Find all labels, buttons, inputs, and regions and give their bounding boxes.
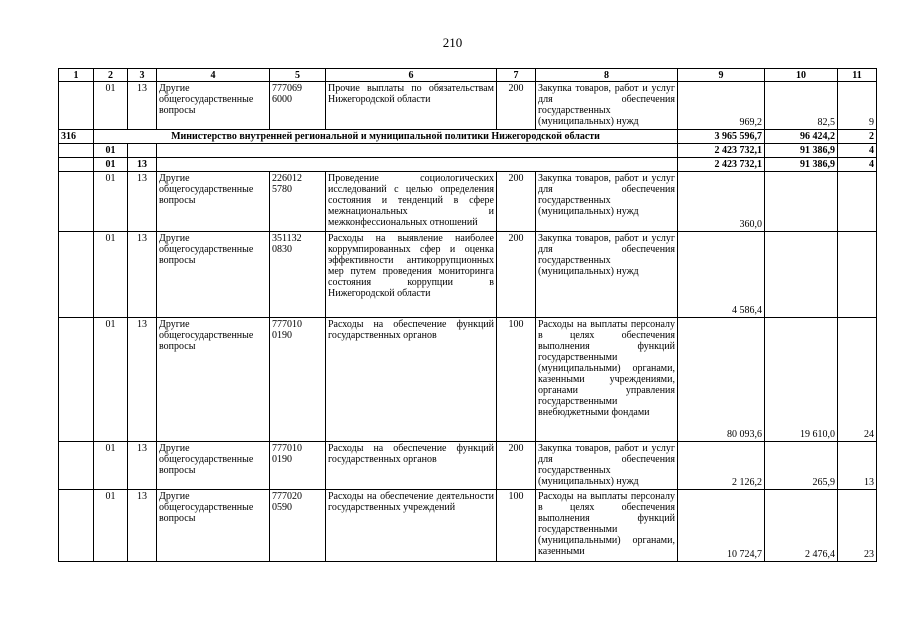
cell-amount: 969,2 — [678, 82, 765, 130]
cell-c1 — [59, 232, 94, 318]
cell-count: 9 — [838, 82, 877, 130]
cell-expense-type: 100 — [497, 318, 536, 442]
budget-table — [58, 68, 877, 562]
cell-count: 4 — [838, 158, 877, 172]
cell-expense-name: Расходы на выплаты персоналу в целях обеспечения выполнения функций государственными (муниципальными) органами, казенными — [536, 490, 678, 562]
cell-subsection: 13 — [128, 490, 157, 562]
cell-amount-2: 96 424,2 — [765, 130, 838, 144]
cell-subsection: 13 — [128, 232, 157, 318]
header-cell: 6 — [326, 69, 497, 82]
table-row — [59, 144, 877, 158]
cell-description: Расходы на выявление наиболее коррумпированных сфер и оценка эффективности антикоррупционных мер путем проведения мониторинга состояния коррупции в Нижегородской области — [326, 232, 497, 318]
cell-amount: 360,0 — [678, 172, 765, 232]
cell-amount: 10 724,7 — [678, 490, 765, 562]
header-cell: 11 — [838, 69, 877, 82]
cell-section: 01 — [94, 144, 128, 158]
cell-count — [838, 172, 877, 232]
cell-amount-2 — [765, 232, 838, 318]
cell-c1 — [59, 82, 94, 130]
cell-section: 01 — [94, 172, 128, 232]
cell-target-code: 777010 0190 — [270, 318, 326, 442]
cell-section: 01 — [94, 158, 128, 172]
cell-expense-type: 200 — [497, 82, 536, 130]
cell-section: 01 — [94, 232, 128, 318]
cell-count: 2 — [838, 130, 877, 144]
cell-expense-name: Закупка товаров, работ и услуг для обеспечения государственных (муниципальных) нужд — [536, 82, 678, 130]
table-row — [59, 82, 877, 130]
cell-expense-type: 200 — [497, 232, 536, 318]
cell-expense-type: 200 — [497, 172, 536, 232]
cell-c1: 316 — [59, 130, 94, 144]
cell-count — [838, 232, 877, 318]
cell-section: 01 — [94, 82, 128, 130]
cell-c1 — [59, 172, 94, 232]
table-row — [59, 158, 877, 172]
header-cell: 8 — [536, 69, 678, 82]
table-row — [59, 232, 877, 318]
cell-amount-2: 91 386,9 — [765, 158, 838, 172]
cell-description: Прочие выплаты по обязательствам Нижегородской области — [326, 82, 497, 130]
cell-subsection: 13 — [128, 82, 157, 130]
cell-amount-2: 82,5 — [765, 82, 838, 130]
cell-target-code: 777010 0190 — [270, 442, 326, 490]
cell-amount-2 — [765, 172, 838, 232]
cell-description: Расходы на обеспечение функций государственных органов — [326, 442, 497, 490]
header-cell: 10 — [765, 69, 838, 82]
cell-c1 — [59, 144, 94, 158]
table-row — [59, 318, 877, 442]
cell-target-code: 351132 0830 — [270, 232, 326, 318]
cell-subsection: 13 — [128, 318, 157, 442]
header-cell: 3 — [128, 69, 157, 82]
cell-description: Проведение социологических исследований с целью определения состояния и тенденций в сфере межнациональных и межконфессиональных отношений — [326, 172, 497, 232]
header-cell: 2 — [94, 69, 128, 82]
cell-subsection: 13 — [128, 158, 157, 172]
cell-amount: 2 423 732,1 — [678, 158, 765, 172]
cell-section-name: Другие общегосударственные вопросы — [157, 490, 270, 562]
cell-section: 01 — [94, 318, 128, 442]
header-cell: 5 — [270, 69, 326, 82]
cell-expense-name: Закупка товаров, работ и услуг для обеспечения государственных (муниципальных) нужд — [536, 172, 678, 232]
cell-count: 13 — [838, 442, 877, 490]
cell-description: Расходы на обеспечение деятельности государственных учреждений — [326, 490, 497, 562]
cell-section-name: Другие общегосударственные вопросы — [157, 442, 270, 490]
cell-expense-name: Закупка товаров, работ и услуг для обеспечения государственных (муниципальных) нужд — [536, 442, 678, 490]
cell-amount: 2 126,2 — [678, 442, 765, 490]
header-cell: 7 — [497, 69, 536, 82]
cell-c1 — [59, 490, 94, 562]
cell-amount-2: 19 610,0 — [765, 318, 838, 442]
cell-amount: 4 586,4 — [678, 232, 765, 318]
cell-section: 01 — [94, 490, 128, 562]
cell-c1 — [59, 158, 94, 172]
cell-section-name: Другие общегосударственные вопросы — [157, 318, 270, 442]
cell-section: 01 — [94, 442, 128, 490]
cell-amount: 3 965 596,7 — [678, 130, 765, 144]
cell-amount-2: 265,9 — [765, 442, 838, 490]
cell-count: 24 — [838, 318, 877, 442]
cell-empty — [157, 158, 678, 172]
cell-amount-2: 2 476,4 — [765, 490, 838, 562]
cell-count: 23 — [838, 490, 877, 562]
cell-expense-name: Расходы на выплаты персоналу в целях обеспечения выполнения функций государственными (муниципальными) органами, казенными учреждениями, органами управления государственными внебюджетными фондами — [536, 318, 678, 442]
cell-expense-type: 100 — [497, 490, 536, 562]
cell-target-code: 777020 0590 — [270, 490, 326, 562]
cell-c1 — [59, 442, 94, 490]
table-row — [59, 130, 877, 144]
cell-subsection — [128, 144, 157, 158]
cell-amount: 2 423 732,1 — [678, 144, 765, 158]
header-cell: 4 — [157, 69, 270, 82]
table-row — [59, 442, 877, 490]
cell-empty — [157, 144, 678, 158]
cell-amount-2: 91 386,9 — [765, 144, 838, 158]
header-cell: 1 — [59, 69, 94, 82]
cell-amount: 80 093,6 — [678, 318, 765, 442]
cell-c1 — [59, 318, 94, 442]
cell-section-name: Другие общегосударственные вопросы — [157, 82, 270, 130]
cell-subsection: 13 — [128, 442, 157, 490]
table-row — [59, 172, 877, 232]
cell-section-name: Другие общегосударственные вопросы — [157, 232, 270, 318]
cell-description: Расходы на обеспечение функций государственных органов — [326, 318, 497, 442]
cell-count: 4 — [838, 144, 877, 158]
table-row — [59, 490, 877, 562]
ministry-name: Министерство внутренней региональной и муниципальной политики Нижегородской области — [94, 130, 678, 144]
cell-target-code: 226012 5780 — [270, 172, 326, 232]
cell-expense-name: Закупка товаров, работ и услуг для обеспечения государственных (муниципальных) нужд — [536, 232, 678, 318]
page-number: 210 — [442, 35, 463, 50]
header-cell: 9 — [678, 69, 765, 82]
cell-subsection: 13 — [128, 172, 157, 232]
header-row — [59, 69, 877, 82]
cell-target-code: 777069 6000 — [270, 82, 326, 130]
cell-section-name: Другие общегосударственные вопросы — [157, 172, 270, 232]
cell-expense-type: 200 — [497, 442, 536, 490]
